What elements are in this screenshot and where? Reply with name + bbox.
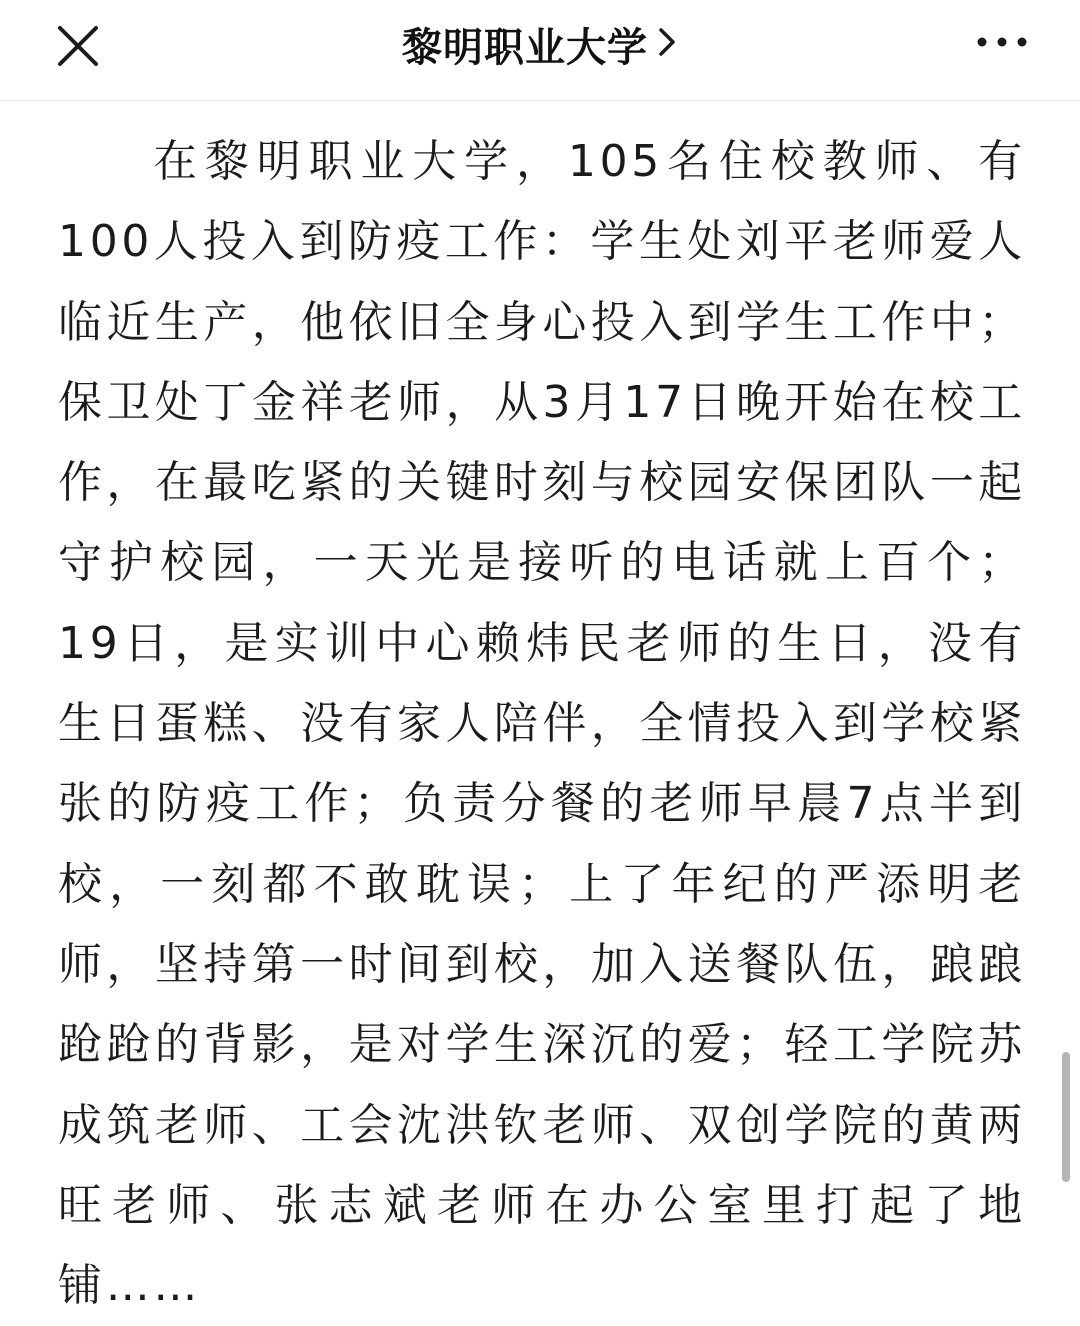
top-navigation-bar bbox=[0, 0, 1080, 101]
page-title: 黎明职业大学 bbox=[402, 24, 648, 71]
article-body bbox=[58, 122, 1026, 1326]
account-title-link[interactable] bbox=[0, 14, 1080, 74]
more-horizontal-icon bbox=[972, 16, 1032, 76]
more-options-button[interactable] bbox=[972, 16, 1032, 76]
chevron-right-icon bbox=[656, 25, 678, 63]
article-paragraph: 在黎明职业大学，105名住校教师、有100人投入到防疫工作：学生处刘平老师爱人临近生产，他依旧全身心投入到学生工作中；保卫处丁金祥老师，从3月17日晚开始在校工作，在最吃紧的关键时刻与校园安保团队一起守护校园，一天光是接听的电话就上百个；19日，是实训中心赖炜民老师的生日，没有生日蛋糕、没有家人陪伴，全情投入到学校紧张的防疫工作；负责分餐的老师早晨7点半到校，一刻都不敢耽误；上了年纪的严添明老师，坚持第一时间到校，加入送餐队伍，踉踉跄跄的背影，是对学生深沉的爱；轻工学院苏成筑老师、工会沈洪钦老师、双创学院的黄两旺老师、张志斌老师在办公室里打起了地铺…… bbox=[58, 136, 1026, 1312]
scrollbar-thumb[interactable] bbox=[1062, 1052, 1070, 1182]
